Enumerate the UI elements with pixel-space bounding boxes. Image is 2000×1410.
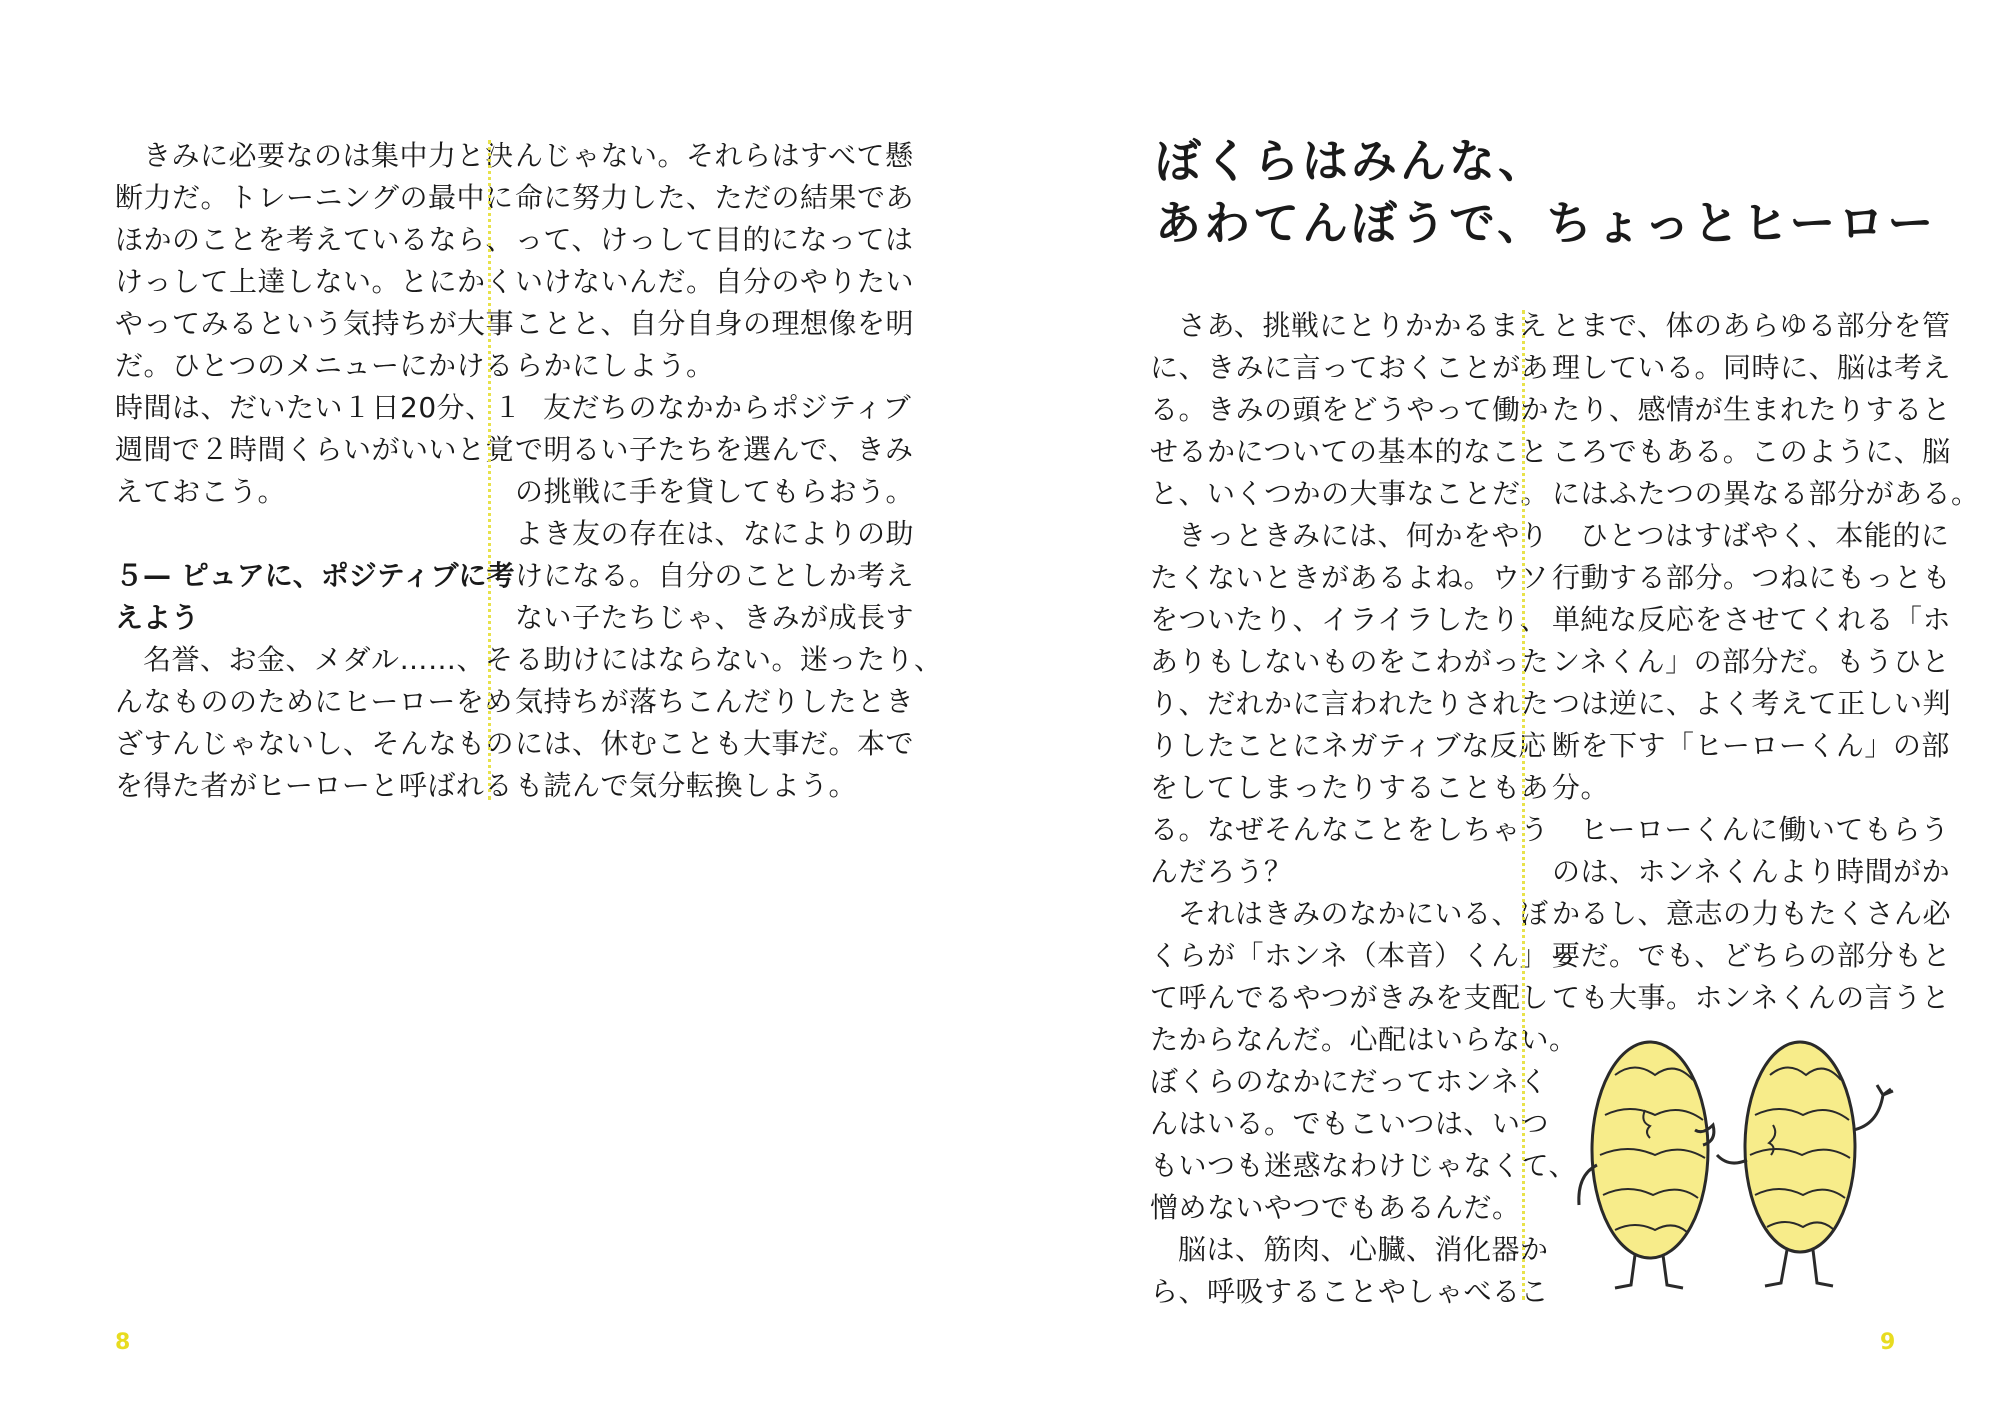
text-line: って、けっして目的になっては (515, 223, 914, 256)
text-line: 断力だ。トレーニングの最中に (115, 181, 514, 214)
text-line: 名誉、お金、メダル……、そ (143, 643, 514, 676)
text-line: よき友の存在は、なによりの助 (515, 517, 915, 550)
left-page-column-2 (515, 135, 943, 807)
text-line: きみに必要なのは集中力と決 (143, 139, 514, 172)
text-line: 脳は、筋肉、心臓、消化器か (1178, 1233, 1549, 1266)
text-line: それはきみのなかにいる、ぼ (1178, 897, 1549, 930)
text-line: ンネくん」の部分だ。もうひと (1552, 645, 1951, 678)
text-line: さあ、挑戦にとりかかるまえ (1178, 309, 1548, 342)
text-line: ざすんじゃないし、そんなもの (115, 727, 515, 760)
text-line: 週間で２時間くらいがいいと覚 (115, 433, 515, 466)
text-line: ことと、自分自身の理想像を明 (515, 307, 915, 340)
text-line: 行動する部分。つねにもっとも (1552, 561, 1952, 594)
text-line: かるし、意志の力もたくさん必 (1552, 897, 1952, 930)
text-line: をしてしまったりすることもあ (1150, 771, 1550, 804)
text-line: ら、呼吸することやしゃべるこ (1150, 1275, 1550, 1308)
text-line: けになる。自分のことしか考え (515, 559, 915, 592)
right-page-column-2 (1552, 305, 1980, 1019)
brain-characters-illustration (1555, 1035, 1900, 1295)
text-line: ぼくらのなかにだってホンネく (1150, 1065, 1549, 1098)
text-line: ヒーローくんに働いてもらう (1580, 813, 1950, 846)
column-divider (488, 140, 491, 800)
text-line: 時間は、だいたい１日20分、１ (115, 391, 523, 424)
section-heading: えよう (115, 601, 200, 634)
text-line: んじゃない。それらはすべて懸 (515, 139, 914, 172)
text-line: ありもしないものをこわがった (1150, 645, 1550, 678)
text-line: やってみるという気持ちが大事 (115, 307, 515, 340)
text-line: ない子たちじゃ、きみが成長す (515, 601, 915, 634)
text-line: のは、ホンネくんより時間がか (1552, 855, 1951, 888)
text-line: 要だ。でも、どちらの部分もと (1552, 939, 1952, 972)
text-line: 断を下す「ヒーローくん」の部 (1552, 729, 1950, 762)
text-line: ころでもある。このように、脳 (1552, 435, 1951, 468)
text-line: にはふたつの異なる部分がある。 (1552, 477, 1980, 510)
text-line: の挑戦に手を貸してもらおう。 (515, 475, 915, 508)
chapter-headline (1155, 130, 1936, 254)
text-line: ほかのことを考えているなら、 (115, 223, 515, 256)
text-line: る。きみの頭をどうやって働か (1150, 393, 1550, 426)
text-line: んなもののためにヒーローをめ (115, 685, 513, 718)
text-line: とまで、体のあらゆる部分を管 (1552, 309, 1951, 342)
text-line: も読んで気分転換しよう。 (515, 769, 858, 802)
text-line: りしたことにネガティブな反応 (1150, 729, 1547, 762)
text-line: を得た者がヒーローと呼ばれる (115, 769, 513, 802)
text-line: えておこう。 (115, 475, 287, 508)
column-divider (1522, 310, 1525, 1300)
text-line: ひとつはすばやく、本能的に (1580, 519, 1950, 552)
text-line: 友だちのなかからポジティブ (543, 391, 912, 424)
left-page-column-1 (115, 135, 522, 807)
text-line: きっときみには、何かをやり (1178, 519, 1549, 552)
text-line: んだろう？ (1150, 855, 1293, 888)
page-number-right: 9 (1880, 1330, 1896, 1355)
brain-character-right (1717, 1042, 1893, 1286)
text-line: せるかについての基本的なこと (1150, 435, 1549, 468)
text-line: ても大事。ホンネくんの言うと (1552, 981, 1951, 1014)
text-line: をついたり、イライラしたり、 (1150, 603, 1549, 636)
text-line: 単純な反応をさせてくれる「ホ (1552, 603, 1952, 636)
text-line: だ。ひとつのメニューにかける (115, 349, 514, 382)
text-line: つは逆に、よく考えて正しい判 (1552, 687, 1952, 720)
text-line: んはいる。でもこいつは、いつ (1150, 1107, 1550, 1140)
right-page-column-1 (1150, 305, 1578, 1313)
headline-line: あわてんぼうで、ちょっとヒーロー (1155, 196, 1937, 250)
text-line: 理している。同時に、脳は考え (1552, 351, 1952, 384)
text-line: と、いくつかの大事なことだ。 (1150, 477, 1550, 510)
text-line: 憎めないやつでもあるんだ。 (1150, 1191, 1521, 1224)
text-line: り、だれかに言われたりされた (1150, 687, 1550, 720)
text-line: らかにしよう。 (515, 349, 715, 382)
text-line: 分。 (1552, 771, 1610, 804)
page-number-left: 8 (115, 1330, 131, 1355)
headline-line: ぼくらはみんな、 (1155, 134, 1547, 188)
text-line: る助けにはならない。迷ったり、 (515, 643, 943, 676)
text-line: けっして上達しない。とにかく (115, 265, 515, 298)
text-line: もいつも迷惑なわけじゃなくて、 (1150, 1149, 1577, 1182)
text-line: たからなんだ。心配はいらない。 (1150, 1023, 1578, 1056)
text-line: て呼んでるやつがきみを支配し (1150, 981, 1550, 1014)
section-heading: ５— ピュアに、ポジティブに考 (115, 559, 515, 592)
text-line: に、きみに言っておくことがあ (1150, 351, 1550, 384)
text-line: たり、感情が生まれたりすると (1552, 393, 1952, 426)
text-line: には、休むことも大事だ。本で (515, 727, 915, 760)
text-line: 気持ちが落ちこんだりしたとき (515, 685, 915, 718)
brain-character-left (1579, 1042, 1714, 1288)
text-line: いけないんだ。自分のやりたい (515, 265, 915, 298)
text-line: 命に努力した、ただの結果であ (515, 181, 915, 214)
text-line: で明るい子たちを選んで、きみ (515, 433, 914, 466)
text-line: くらが「ホンネ（本音）くん」っ (1150, 939, 1577, 972)
text-line: たくないときがあるよね。ウソ (1150, 561, 1550, 594)
text-line: る。なぜそんなことをしちゃう (1150, 813, 1550, 846)
